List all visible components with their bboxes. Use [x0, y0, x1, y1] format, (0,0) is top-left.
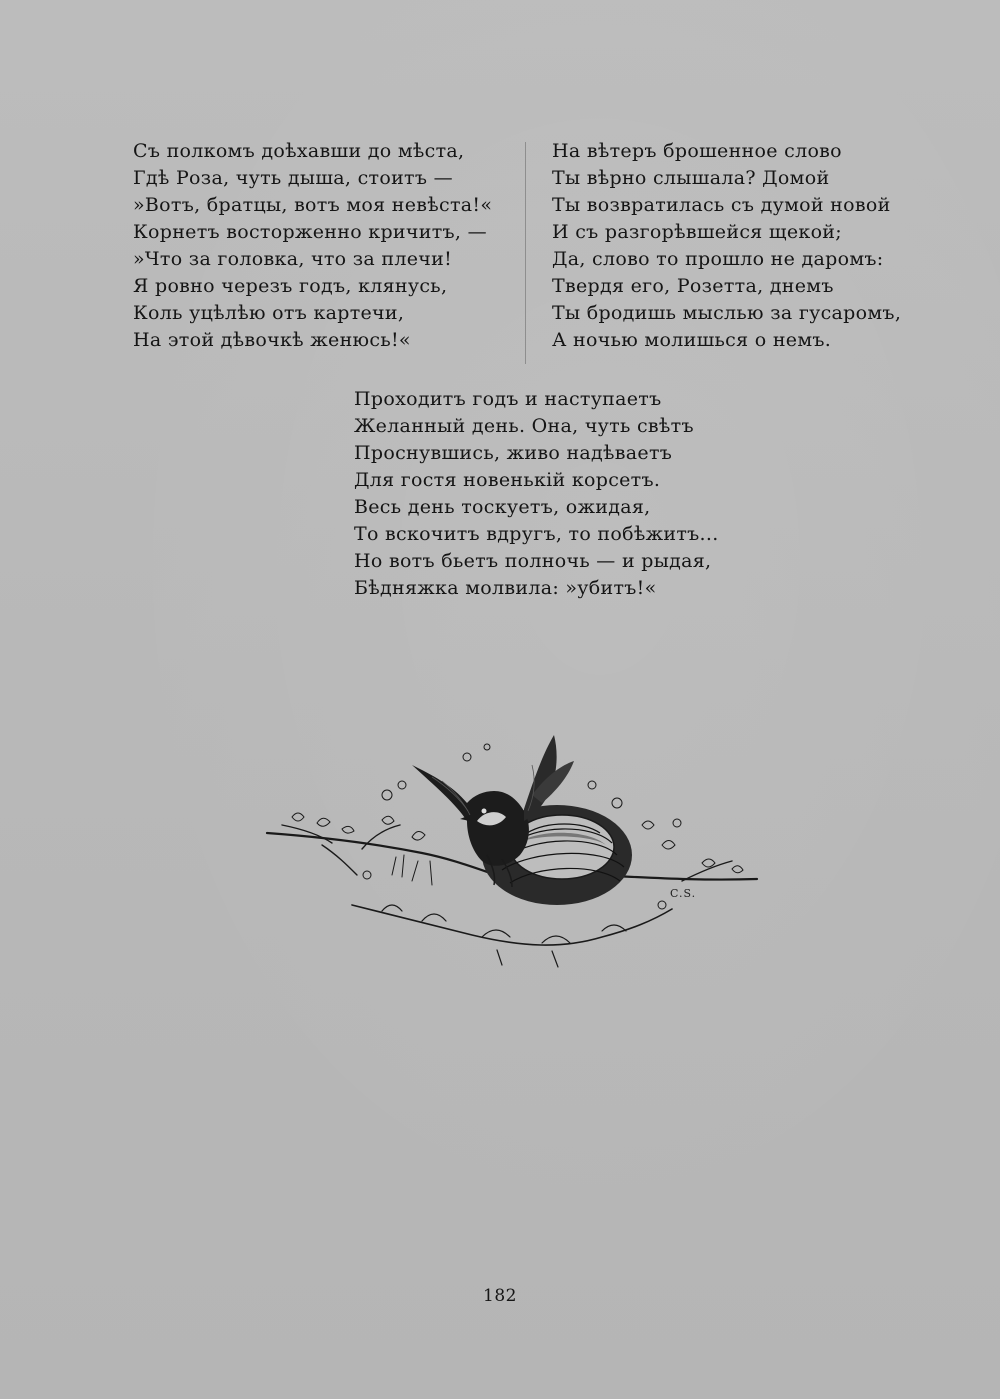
verse-line: Я ровно черезъ годъ, клянусь,	[133, 275, 448, 297]
verse-line: Да, слово то прошло не даромъ:	[552, 248, 884, 270]
verse-line: »Вотъ, братцы, вотъ моя невѣста!«	[133, 194, 493, 216]
verse-line: Корнетъ восторженно кричитъ, —	[133, 221, 487, 243]
verse-line: Бѣдняжка молвила: »убитъ!«	[354, 577, 657, 599]
engraver-signature: C.S.	[670, 887, 697, 900]
verse-line: Ты бродишь мыслью за гусаромъ,	[552, 302, 902, 324]
verse-line: Проходитъ годъ и наступаетъ	[354, 388, 662, 410]
verse-line: Проснувшись, живо надѣваетъ	[354, 442, 673, 464]
verse-line: Ты вѣрно слышала? Домой	[552, 167, 830, 189]
verse-line: Весь день тоскуетъ, ожидая,	[354, 496, 651, 518]
bird-nest-engraving-icon	[262, 725, 762, 970]
verse-line: »Что за головка, что за плечи!	[133, 248, 453, 270]
verse-line: На этой дѣвочкѣ женюсь!«	[133, 329, 411, 351]
verse-line: Съ полкомъ доѣхавши до мѣста,	[133, 140, 465, 162]
column-divider	[525, 142, 526, 364]
verse-line: Но вотъ бьетъ полночь — и рыдая,	[354, 550, 712, 572]
verse-line: То вскочитъ вдругъ, то побѣжитъ...	[354, 523, 719, 545]
left-stanza	[133, 138, 492, 354]
verse-line: Желанный день. Она, чуть свѣтъ	[354, 415, 694, 437]
right-stanza	[552, 138, 901, 354]
verse-line: Твердя его, Розетта, днемъ	[552, 275, 834, 297]
verse-line: Гдѣ Роза, чуть дыша, стоитъ —	[133, 167, 453, 189]
center-stanza	[354, 386, 719, 602]
verse-line: Коль уцѣлѣю отъ картечи,	[133, 302, 405, 324]
verse-line: А ночью молишься о немъ.	[552, 329, 832, 351]
verse-line: И съ разгорѣвшейся щекой;	[552, 221, 842, 243]
page-number: 182	[483, 1286, 517, 1306]
verse-line: Ты возвратилась съ думой новой	[552, 194, 891, 216]
verse-line: Для гостя новенькій корсетъ.	[354, 469, 661, 491]
verse-line: На вѣтеръ брошенное слово	[552, 140, 842, 162]
